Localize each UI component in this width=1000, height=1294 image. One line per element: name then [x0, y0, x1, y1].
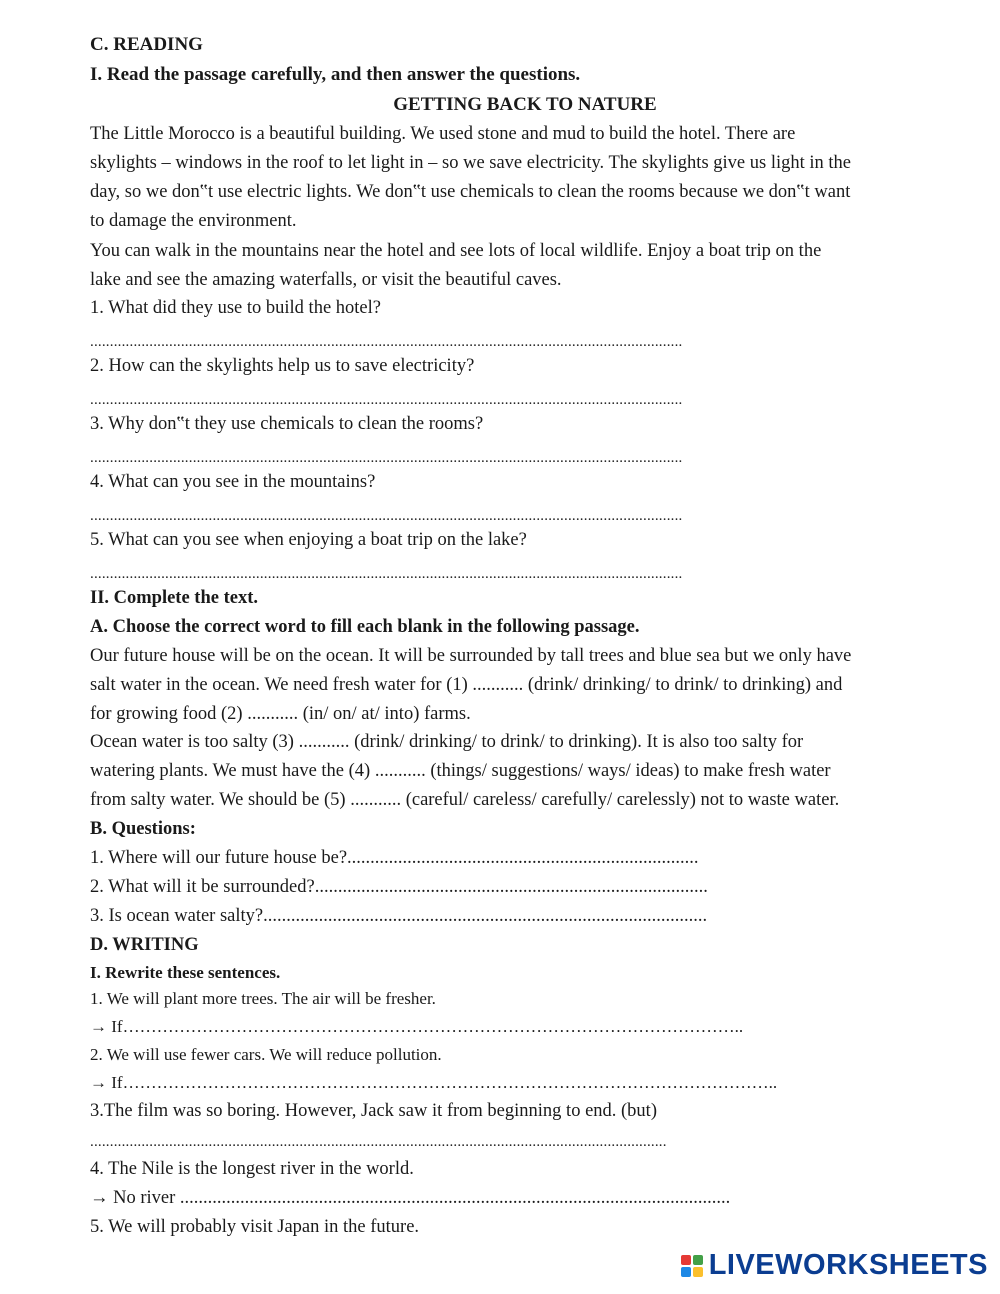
reading-question-5: 5. What can you see when enjoying a boat trip on the lake?: [90, 530, 527, 550]
complete-passage-line[interactable]: from salty water. We should be (5) ........... (careful/ careless/ carefully/ carelessly) not to waste water.: [90, 790, 840, 810]
b-question-2[interactable]: 2. What will it be surrounded?.....................................................................................: [90, 877, 708, 897]
answer-line-5[interactable]: ......................................................................................................................................................: [90, 566, 683, 582]
liveworksheets-logo-icon: [681, 1255, 703, 1277]
writing-answer-2[interactable]: → If……………………………………………………………………………………………………..: [90, 1073, 778, 1092]
passage-line: You can walk in the mountains near the hotel and see lots of local wildlife. Enjoy a boat trip on the: [90, 241, 822, 261]
complete-passage-line[interactable]: salt water in the ocean. We need fresh water for (1) ........... (drink/ drinking/ to drink/ to drinking) and: [90, 675, 843, 695]
writing-item-4: 4. The Nile is the longest river in the world.: [90, 1159, 414, 1179]
passage-line: day, so we don‟t use electric lights. We don‟t use chemicals to clean the rooms because we don‟t want: [90, 182, 851, 202]
reading-question-2: 2. How can the skylights help us to save electricity?: [90, 356, 475, 376]
passage-line: to damage the environment.: [90, 211, 297, 231]
reading-instruction: I. Read the passage carefully, and then answer the questions.: [90, 64, 581, 85]
brand-name: LIVEWORKSHEETS: [708, 1249, 988, 1281]
logo-square-red: [681, 1255, 691, 1265]
passage-line: lake and see the amazing waterfalls, or visit the beautiful caves.: [90, 270, 562, 290]
reading-question-4: 4. What can you see in the mountains?: [90, 472, 376, 492]
writing-instruction: I. Rewrite these sentences.: [90, 963, 281, 982]
logo-square-green: [693, 1255, 703, 1265]
passage-line: skylights – windows in the roof to let light in – so we save electricity. The skylights give us light in the: [90, 153, 851, 173]
answer-line-3[interactable]: ......................................................................................................................................................: [90, 450, 683, 466]
complete-passage-line: Our future house will be on the ocean. It will be surrounded by tall trees and blue sea but we only have: [90, 646, 852, 666]
writing-item-3: 3.The film was so boring. However, Jack saw it from beginning to end. (but): [90, 1101, 657, 1121]
answer-line-2[interactable]: ......................................................................................................................................................: [90, 392, 683, 408]
passage-title: GETTING BACK TO NATURE: [393, 94, 657, 115]
complete-sub-a: A. Choose the correct word to fill each blank in the following passage.: [90, 617, 640, 637]
writing-item-1: 1. We will plant more trees. The air will be fresher.: [90, 989, 436, 1008]
section-heading-complete: II. Complete the text.: [90, 588, 258, 608]
complete-sub-b: B. Questions:: [90, 819, 196, 839]
writing-item-5: 5. We will probably visit Japan in the future.: [90, 1217, 420, 1237]
logo-square-blue: [681, 1267, 691, 1277]
writing-answer-1[interactable]: → If………………………………………………………………………………………………..: [90, 1017, 744, 1036]
reading-question-1: 1. What did they use to build the hotel?: [90, 298, 381, 318]
answer-line-1[interactable]: ......................................................................................................................................................: [90, 334, 683, 350]
passage-line: The Little Morocco is a beautiful building. We used stone and mud to build the hotel. There are: [90, 124, 796, 144]
b-question-3[interactable]: 3. Is ocean water salty?................................................................................................: [90, 906, 708, 926]
reading-question-3: 3. Why don‟t they use chemicals to clean the rooms?: [90, 414, 484, 434]
answer-line-4[interactable]: ......................................................................................................................................................: [90, 508, 683, 524]
writing-item-2: 2. We will use fewer cars. We will reduce pollution.: [90, 1045, 442, 1064]
complete-passage-line[interactable]: for growing food (2) ........... (in/ on/ at/ into) farms.: [90, 704, 471, 724]
logo-square-yellow: [693, 1267, 703, 1277]
complete-passage-line[interactable]: Ocean water is too salty (3) ........... (drink/ drinking/ to drink/ to drinking). It is also too salty for: [90, 732, 804, 752]
writing-answer-3[interactable]: ..................................................................................................................................................: [90, 1134, 667, 1150]
complete-passage-line[interactable]: watering plants. We must have the (4) ........... (things/ suggestions/ ways/ ideas) to make fresh water: [90, 761, 831, 781]
section-heading-writing: D. WRITING: [90, 935, 199, 955]
liveworksheets-footer: [681, 1249, 988, 1282]
b-question-1[interactable]: 1. Where will our future house be?............................................................................: [90, 848, 699, 868]
section-heading-reading: C. READING: [90, 34, 203, 55]
writing-answer-4[interactable]: → No river .......................................................................................................................: [90, 1188, 731, 1208]
